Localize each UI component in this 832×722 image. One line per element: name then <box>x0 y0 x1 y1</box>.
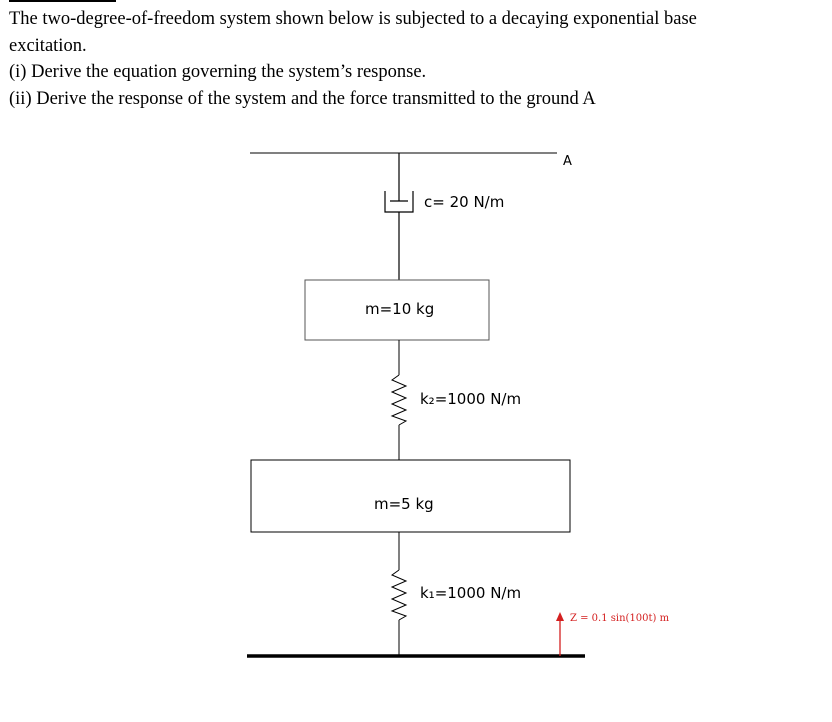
problem-line-4: (ii) Derive the response of the system and the force transmitted to the ground A <box>9 88 596 109</box>
damper-icon <box>385 153 413 280</box>
problem-line-1: The two-degree-of-freedom system shown below is subjected to a decaying exponential base <box>9 9 697 29</box>
damper-label: c= 20 N/m <box>424 193 505 211</box>
problem-line-2: excitation. <box>9 35 87 56</box>
upper-spring-icon <box>392 340 406 460</box>
upper-mass-label: m=10 kg <box>365 300 435 318</box>
excitation-arrow-icon <box>556 612 564 656</box>
problem-line-3: (i) Derive the equation governing the system’s response. <box>9 62 427 82</box>
lower-spring-label: k₁=1000 N/m <box>420 584 522 602</box>
lower-spring-icon <box>392 532 406 656</box>
excitation-label: Z = 0.1 sin(100t) m <box>570 613 670 624</box>
ground-a-label: A <box>563 154 572 169</box>
lower-mass-label: m=5 kg <box>374 495 434 513</box>
upper-spring-label: k₂=1000 N/m <box>420 390 522 408</box>
